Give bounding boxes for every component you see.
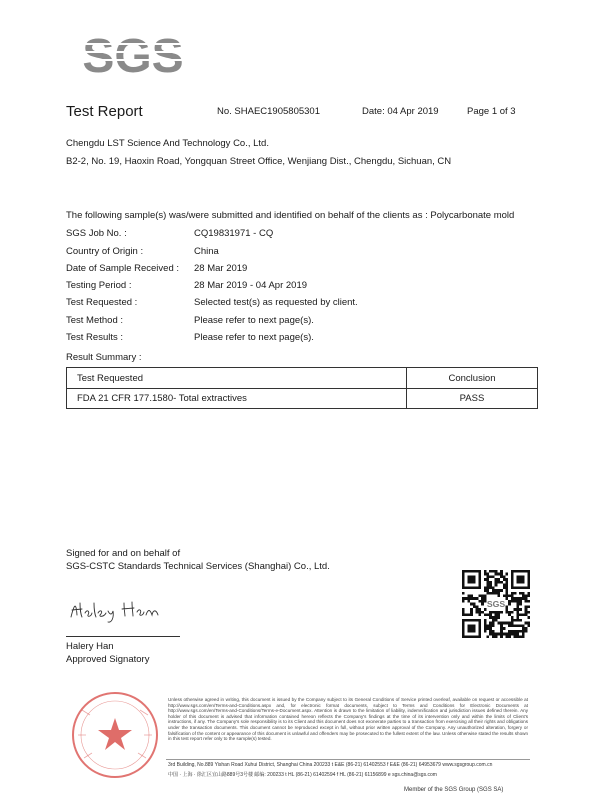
- field-value: 28 Mar 2019: [194, 263, 248, 274]
- qr-code[interactable]: [462, 570, 530, 638]
- page-indicator: Page 1 of 3: [467, 106, 516, 117]
- footer-member-text: Member of the SGS Group (SGS SA): [404, 787, 504, 793]
- column-conclusion: Conclusion: [407, 368, 538, 389]
- signature-line: [66, 636, 180, 637]
- official-seal: [70, 690, 160, 780]
- table-header-row: [67, 368, 538, 389]
- footer-address-cn: 中国 · 上海 · 徐汇区宜山路889号3号楼 邮编: 200233 t HL (86-21) 61402594 f HL (86-21) 61156899 e sgs.china@sgs.com: [168, 772, 437, 778]
- field-label: Test Requested :: [66, 297, 138, 308]
- field-value: China: [194, 246, 219, 257]
- column-test-requested: Test Requested: [67, 368, 407, 389]
- signing-organization: SGS-CSTC Standards Technical Services (Shanghai) Co., Ltd.: [66, 561, 330, 572]
- table-row: [67, 389, 538, 409]
- field-date-received: [66, 263, 516, 279]
- result-summary-label: Result Summary :: [66, 352, 142, 363]
- client-address: B2-2, No. 19, Haoxin Road, Yongquan Street Office, Wenjiang Dist., Chengdu, Sichuan, CN: [66, 156, 452, 167]
- report-number: No. SHAEC1905805301: [217, 106, 320, 117]
- field-country-of-origin: [66, 246, 516, 262]
- field-value: Selected test(s) as requested by client.: [194, 297, 358, 308]
- field-job-no: [66, 228, 516, 244]
- footer-divider: [166, 759, 530, 760]
- qr-code-graphic: [462, 570, 530, 638]
- field-value: Please refer to next page(s).: [194, 315, 314, 326]
- field-value: CQ19831971 - CQ: [194, 228, 274, 239]
- signature-graphic: [68, 595, 168, 625]
- signed-for-text: Signed for and on behalf of: [66, 548, 181, 559]
- result-summary-table: [66, 367, 538, 409]
- footer-terms-text: Unless otherwise agreed in writing, this document is issued by the Company subject to its General Conditions of Service printed overleaf, available on request or accessible at http://www.sgs.com/en/Terms-and-Conditions.aspx and, for electronic format documents, subject to Terms and Conditions for Electronic Documents at http://www.sgs.com/en/Terms-and-Conditions/Terms-e-Document.aspx. Attention is drawn to the limitation of liability, indemnification and jurisdiction issues defined therein. Any holder of this document is advised that information contained hereon reflects the Company's findings at the time of its intervention only and within the limits of Client's instructions, if any. The Company's sole responsibility is to its Client and this document does not exonerate parties to a transaction from exercising all their rights and obligations under the transaction documents. This document cannot be reproduced except in full, without prior written approval of the Company. Any unauthorized alteration, forgery or falsification of the content or appearance of this document is unlawful and offenders may be prosecuted to the fullest extent of the law. Unless otherwise stated the results shown in this test report refer only to the sample(s) tested.: [168, 697, 528, 742]
- field-label: Testing Period :: [66, 280, 132, 291]
- field-value: 28 Mar 2019 - 04 Apr 2019: [194, 280, 308, 291]
- signer-name: Halery Han: [66, 641, 114, 652]
- field-label: Country of Origin :: [66, 246, 144, 257]
- footer-address-en: 3rd Building, No.889 Yishan Road Xuhui District, Shanghai China 200233 t E&E (86-21) 61402553 f E&E (86-21) 64953679 www.sgsgroup.com.cn: [168, 762, 493, 768]
- cell-conclusion: PASS: [407, 389, 538, 409]
- cell-test: FDA 21 CFR 177.1580- Total extractives: [67, 389, 407, 409]
- handwritten-signature: [68, 595, 168, 625]
- client-name: Chengdu LST Science And Technology Co., Ltd.: [66, 138, 269, 149]
- report-title: Test Report: [66, 103, 143, 120]
- field-test-requested: [66, 297, 516, 313]
- sample-intro: The following sample(s) was/were submitted and identified on behalf of the clients as : Polycarbonate mold: [66, 210, 515, 221]
- field-test-method: [66, 315, 516, 331]
- signer-title: Approved Signatory: [66, 654, 150, 665]
- sgs-logo-graphic: [78, 26, 188, 82]
- field-value: Please refer to next page(s).: [194, 332, 314, 343]
- field-test-results: [66, 332, 516, 348]
- seal-graphic: [70, 690, 160, 780]
- field-label: Test Results :: [66, 332, 124, 343]
- field-label: SGS Job No. :: [66, 228, 127, 239]
- field-label: Test Method :: [66, 315, 124, 326]
- sgs-logo: [78, 26, 188, 82]
- qr-center-label: SGS: [486, 598, 506, 609]
- report-date: Date: 04 Apr 2019: [362, 106, 439, 117]
- field-testing-period: [66, 280, 516, 296]
- field-label: Date of Sample Received :: [66, 263, 180, 274]
- sgs-logo-text: SGS: [82, 30, 184, 82]
